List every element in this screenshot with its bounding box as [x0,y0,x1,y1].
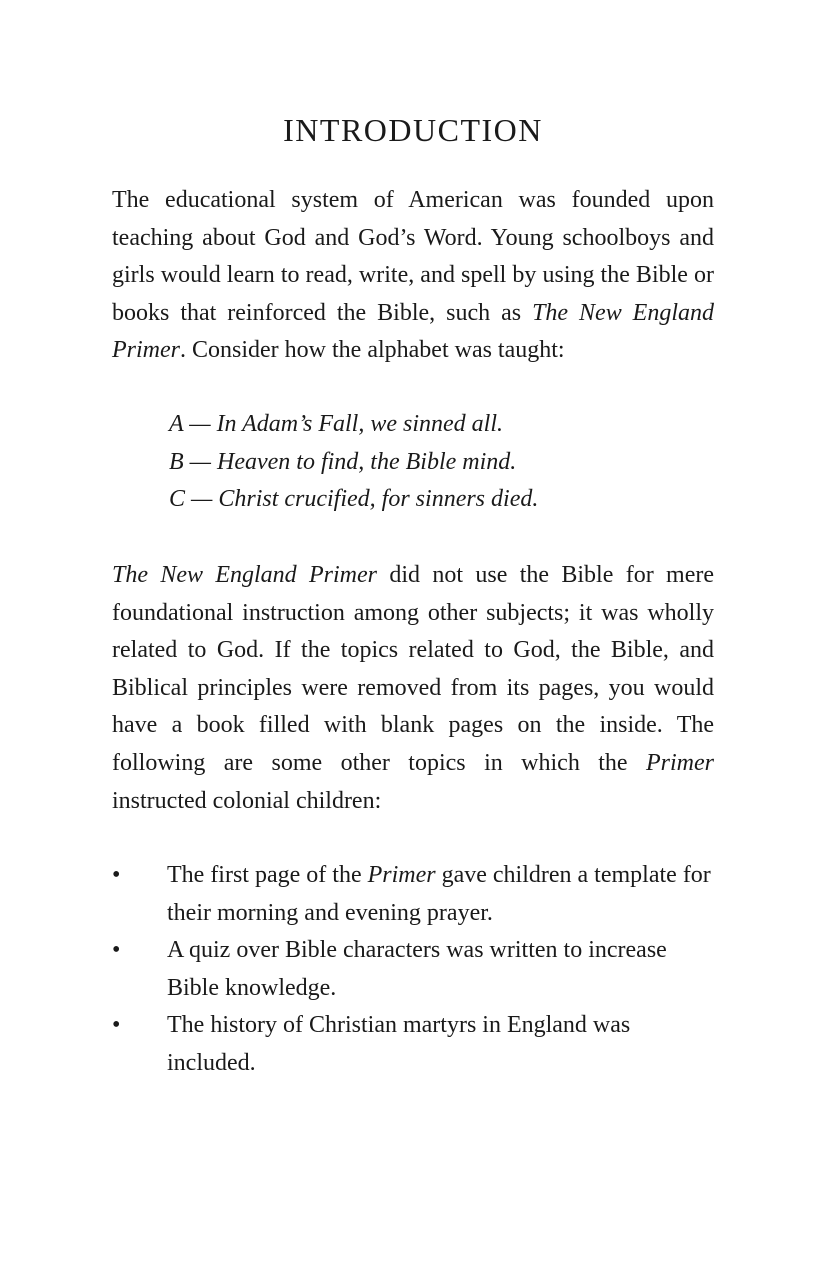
list-item-text: The first page of the [167,862,368,888]
list-item [112,932,714,1007]
verse-line-a: A — In Adam’s Fall, we sinned all. [169,411,504,437]
paragraph-text: did not use the Bible for mere foundational instruction among other subjects; it was wholly related to God. If the topics related to God, the Bible, and Biblical principles were removed from its pages, you would have a book filled with blank pages on the inside. The following are some other topics in which the [112,562,714,776]
verse-line-b: B — Heaven to find, the Bible mind. [169,448,517,475]
list-item-text: gave children a template for their morning and evening prayer. [167,862,711,926]
paragraph-text: The educational system of American was founded upon teaching about God and God’s Word. Young schoolboys and girls would learn to read, write, and spell by using the Bible or books that reinforced the Bible, such as [112,187,714,326]
book-title-italic: The New England Primer [112,562,378,588]
intro-paragraph-1 [112,182,714,370]
bullet-marker: • [112,937,121,964]
primer-italic: Primer [646,749,714,776]
list-item [112,1007,714,1082]
page-title: INTRODUCTION [283,112,543,148]
book-title-italic: The New England Primer [112,299,715,364]
alphabet-verse [169,406,538,519]
verse-line-c: C — Christ crucified, for sinners died. [169,486,539,513]
topics-list [112,857,714,1083]
intro-paragraph-2 [112,557,714,820]
bullet-marker: • [112,862,121,888]
paragraph-text: . Consider how the alphabet was taught: [180,337,565,364]
bullet-marker: • [112,1012,121,1039]
paragraph-text: instructed colonial children: [112,787,382,814]
list-item-text: A quiz over Bible characters was written to increase Bible knowledge. [167,937,667,1001]
primer-italic: Primer [367,862,436,888]
list-item-text: The history of Christian martyrs in England was included. [167,1012,631,1076]
list-item [112,857,714,932]
